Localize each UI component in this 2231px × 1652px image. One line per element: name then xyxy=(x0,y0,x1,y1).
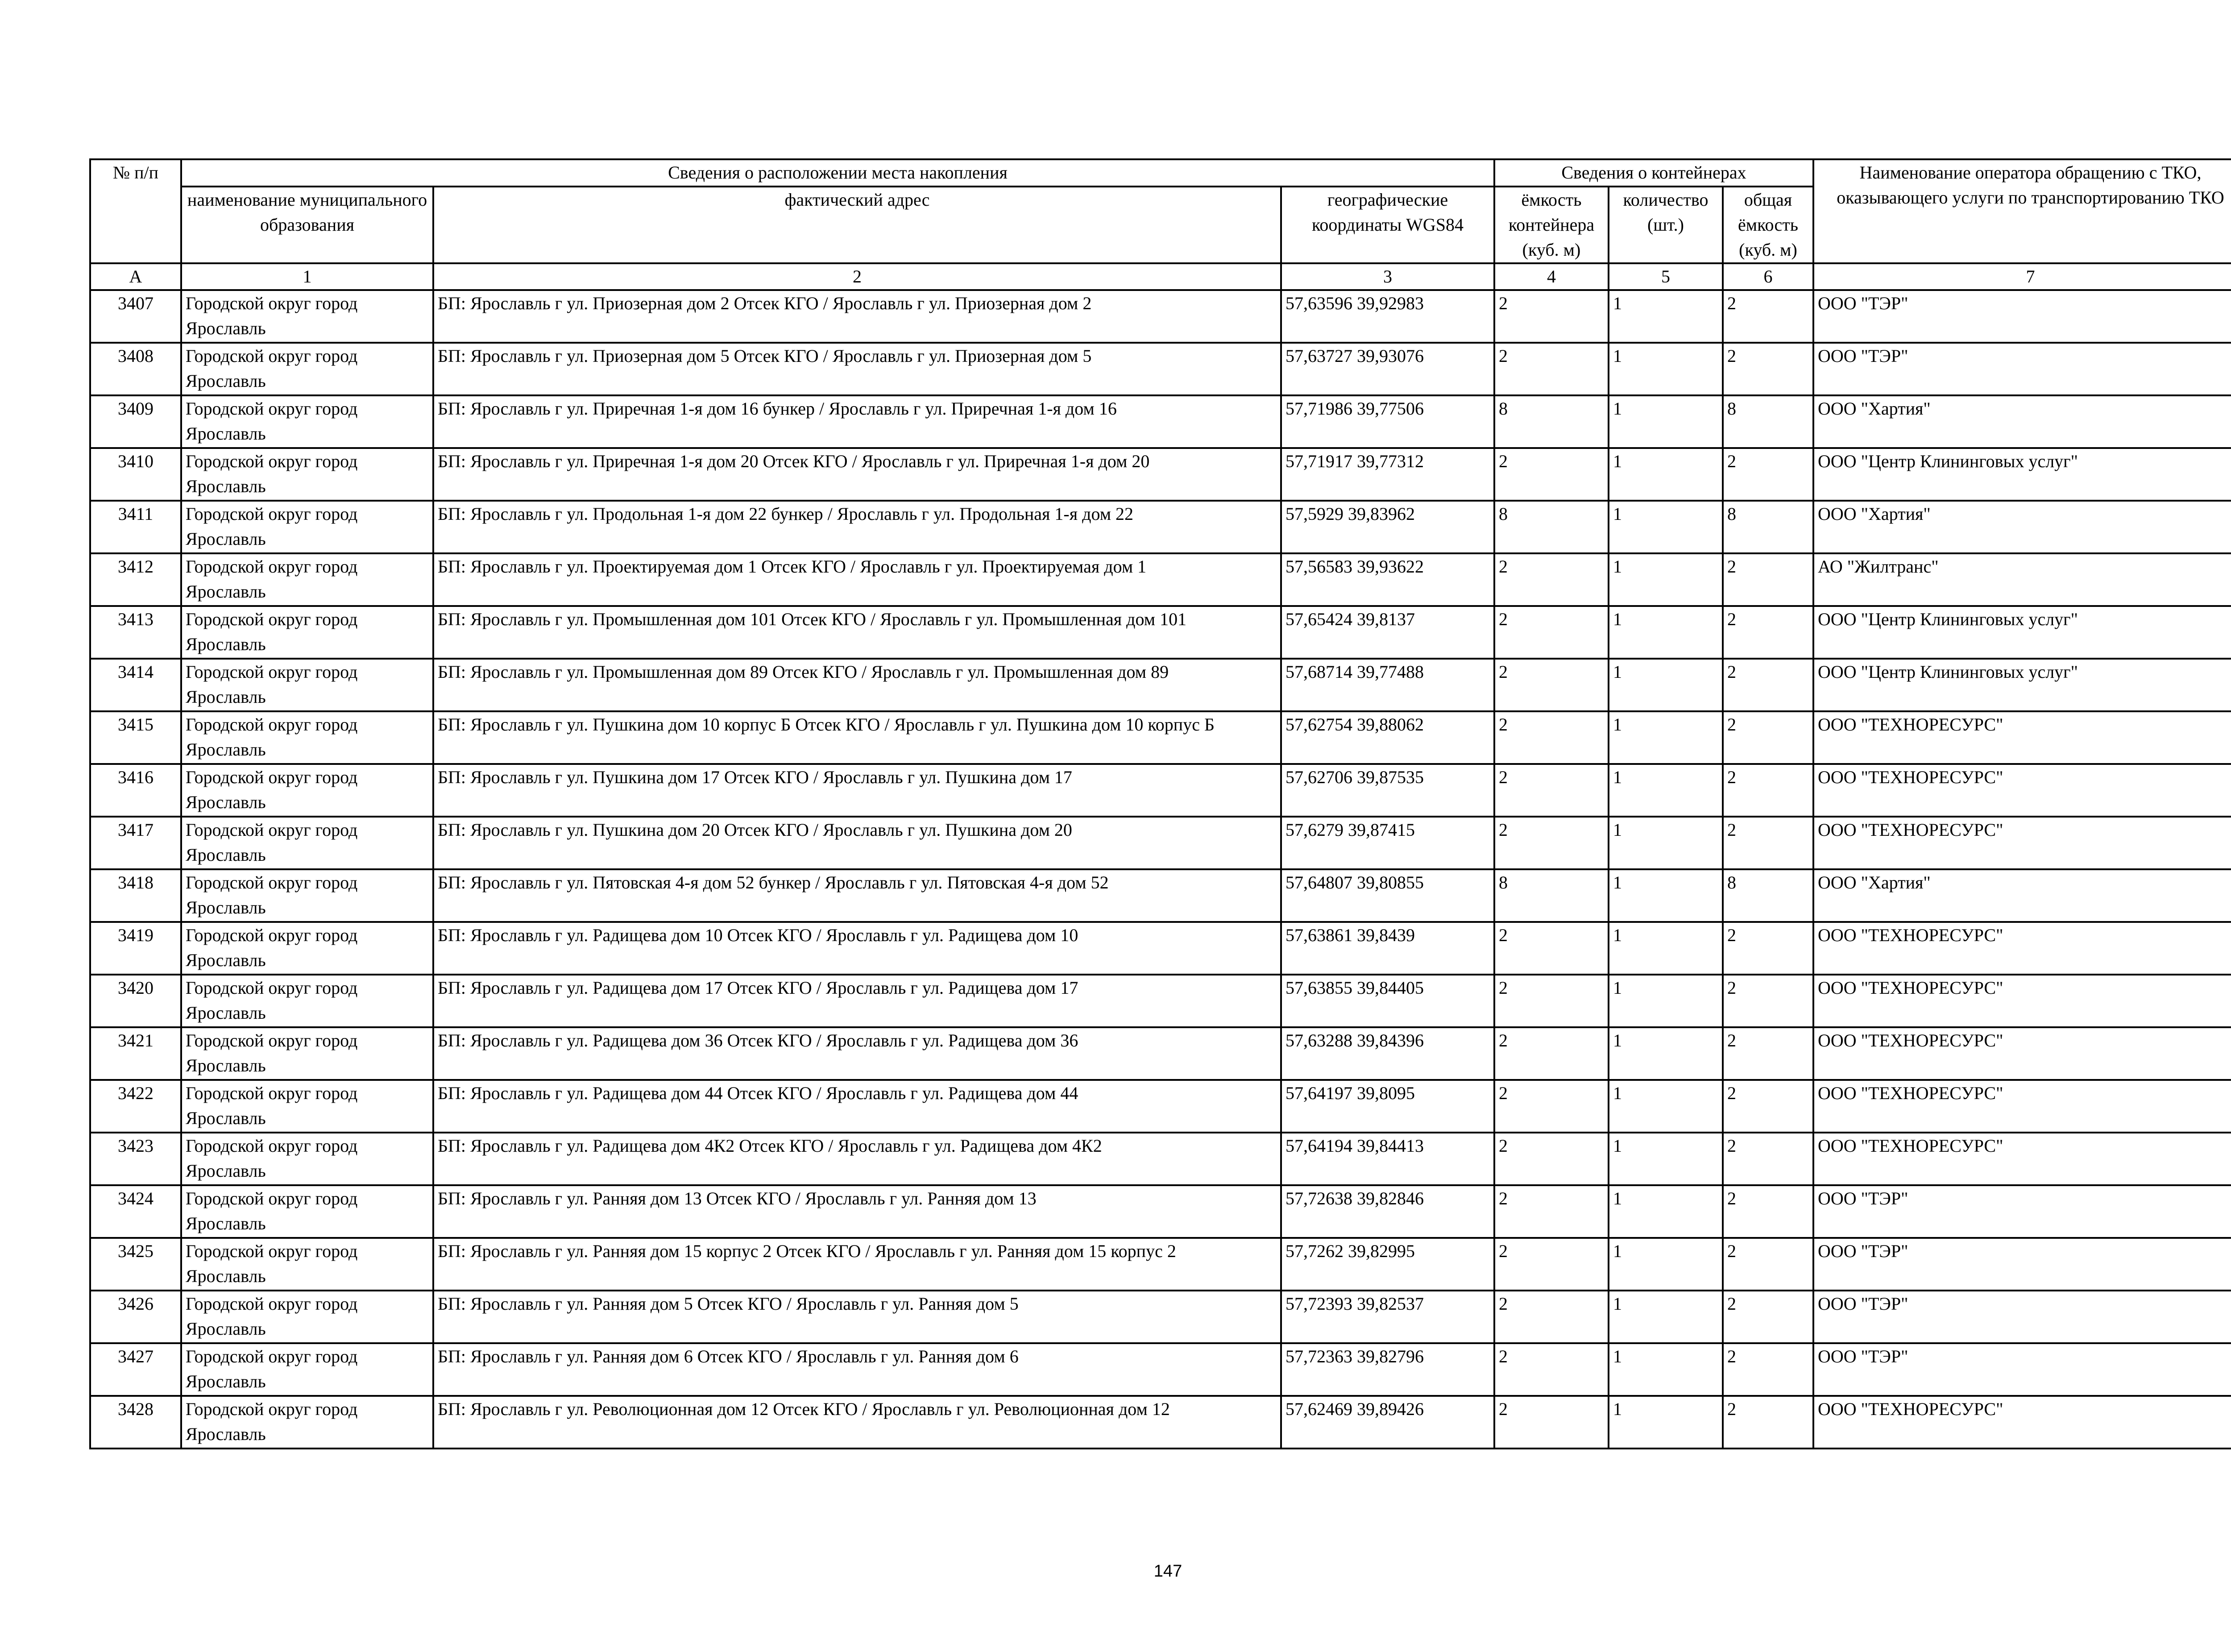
municipality-cell: Городской округ город Ярославль xyxy=(181,553,433,606)
total-capacity-cell: 2 xyxy=(1723,659,1813,711)
capacity-cell: 2 xyxy=(1494,922,1609,975)
operator-cell: ООО "ТЕХНОРЕСУРС" xyxy=(1813,922,2231,975)
capacity-cell: 2 xyxy=(1494,606,1609,659)
capacity-cell: 2 xyxy=(1494,659,1609,711)
table-row xyxy=(90,290,2231,343)
quantity-cell: 1 xyxy=(1609,343,1723,395)
quantity-cell: 1 xyxy=(1609,1291,1723,1343)
quantity-cell: 1 xyxy=(1609,659,1723,711)
row-number: 3424 xyxy=(90,1185,181,1238)
municipality-cell: Городской округ город Ярославль xyxy=(181,922,433,975)
quantity-cell: 1 xyxy=(1609,1396,1723,1449)
address-cell: БП: Ярославль г ул. Промышленная дом 89 Отсек КГО / Ярославль г ул. Промышленная дом 89 xyxy=(433,659,1281,711)
row-number: 3413 xyxy=(90,606,181,659)
address-cell: БП: Ярославль г ул. Ранняя дом 5 Отсек КГО / Ярославль г ул. Ранняя дом 5 xyxy=(433,1291,1281,1343)
table-row xyxy=(90,606,2231,659)
total-capacity-cell: 2 xyxy=(1723,1080,1813,1133)
column-index: 4 xyxy=(1494,263,1609,290)
capacity-cell: 2 xyxy=(1494,1238,1609,1291)
table-row xyxy=(90,922,2231,975)
operator-cell: ООО "ТЕХНОРЕСУРС" xyxy=(1813,817,2231,869)
quantity-cell: 1 xyxy=(1609,553,1723,606)
total-capacity-cell: 2 xyxy=(1723,922,1813,975)
address-cell: БП: Ярославль г ул. Приозерная дом 5 Отсек КГО / Ярославль г ул. Приозерная дом 5 xyxy=(433,343,1281,395)
row-number: 3414 xyxy=(90,659,181,711)
address-cell: БП: Ярославль г ул. Приречная 1-я дом 20 Отсек КГО / Ярославль г ул. Приречная 1-я дом 20 xyxy=(433,448,1281,501)
quantity-cell: 1 xyxy=(1609,711,1723,764)
row-number: 3426 xyxy=(90,1291,181,1343)
coordinates-cell: 57,64194 39,84413 xyxy=(1281,1133,1494,1185)
table-row xyxy=(90,1185,2231,1238)
operator-cell: ООО "ТЕХНОРЕСУРС" xyxy=(1813,975,2231,1027)
total-capacity-cell: 2 xyxy=(1723,553,1813,606)
column-index: 1 xyxy=(181,263,433,290)
total-capacity-cell: 8 xyxy=(1723,501,1813,553)
municipality-cell: Городской округ город Ярославль xyxy=(181,869,433,922)
total-capacity-cell: 2 xyxy=(1723,711,1813,764)
total-capacity-cell: 2 xyxy=(1723,343,1813,395)
row-number: 3407 xyxy=(90,290,181,343)
row-number: 3417 xyxy=(90,817,181,869)
table-row xyxy=(90,553,2231,606)
header-municipality: наименование муниципального образования xyxy=(181,187,433,263)
coordinates-cell: 57,72638 39,82846 xyxy=(1281,1185,1494,1238)
header-coords: географические координаты WGS84 xyxy=(1281,187,1494,263)
operator-cell: ООО "ТЕХНОРЕСУРС" xyxy=(1813,711,2231,764)
row-number: 3423 xyxy=(90,1133,181,1185)
operator-cell: ООО "ТЕХНОРЕСУРС" xyxy=(1813,1396,2231,1449)
header-operator: Наименование оператора обращению с ТКО, оказывающего услуги по транспортированию ТКО xyxy=(1813,159,2231,263)
total-capacity-cell: 2 xyxy=(1723,1396,1813,1449)
capacity-cell: 2 xyxy=(1494,1396,1609,1449)
page-number: 147 xyxy=(1153,1562,1182,1581)
capacity-cell: 2 xyxy=(1494,1185,1609,1238)
capacity-cell: 2 xyxy=(1494,711,1609,764)
table-row xyxy=(90,817,2231,869)
row-number: 3409 xyxy=(90,395,181,448)
column-index: 7 xyxy=(1813,263,2231,290)
table-row xyxy=(90,1133,2231,1185)
operator-cell: ООО "Хартия" xyxy=(1813,501,2231,553)
coordinates-cell: 57,63288 39,84396 xyxy=(1281,1027,1494,1080)
coordinates-cell: 57,64807 39,80855 xyxy=(1281,869,1494,922)
quantity-cell: 1 xyxy=(1609,1080,1723,1133)
capacity-cell: 8 xyxy=(1494,869,1609,922)
coordinates-cell: 57,62754 39,88062 xyxy=(1281,711,1494,764)
capacity-cell: 2 xyxy=(1494,553,1609,606)
table-row xyxy=(90,711,2231,764)
operator-cell: ООО "Хартия" xyxy=(1813,395,2231,448)
capacity-cell: 2 xyxy=(1494,1080,1609,1133)
table-row xyxy=(90,343,2231,395)
total-capacity-cell: 2 xyxy=(1723,448,1813,501)
municipality-cell: Городской округ город Ярославль xyxy=(181,343,433,395)
operator-cell: ООО "ТЭР" xyxy=(1813,1291,2231,1343)
operator-cell: ООО "Центр Клининговых услуг" xyxy=(1813,448,2231,501)
address-cell: БП: Ярославль г ул. Продольная 1-я дом 22 бункер / Ярославль г ул. Продольная 1-я дом 22 xyxy=(433,501,1281,553)
address-cell: БП: Ярославль г ул. Радищева дом 17 Отсек КГО / Ярославль г ул. Радищева дом 17 xyxy=(433,975,1281,1027)
capacity-cell: 2 xyxy=(1494,1027,1609,1080)
row-number: 3408 xyxy=(90,343,181,395)
column-index: 3 xyxy=(1281,263,1494,290)
address-cell: БП: Ярославль г ул. Ранняя дом 15 корпус 2 Отсек КГО / Ярославль г ул. Ранняя дом 15 корпус 2 xyxy=(433,1238,1281,1291)
capacity-cell: 2 xyxy=(1494,448,1609,501)
header-quantity: количество (шт.) xyxy=(1609,187,1723,263)
municipality-cell: Городской округ город Ярославль xyxy=(181,1238,433,1291)
coordinates-cell: 57,63861 39,8439 xyxy=(1281,922,1494,975)
header-num: № п/п xyxy=(90,159,181,263)
operator-cell: ООО "ТЭР" xyxy=(1813,1238,2231,1291)
table-row xyxy=(90,448,2231,501)
total-capacity-cell: 2 xyxy=(1723,606,1813,659)
address-cell: БП: Ярославль г ул. Радищева дом 44 Отсек КГО / Ярославль г ул. Радищева дом 44 xyxy=(433,1080,1281,1133)
coordinates-cell: 57,62469 39,89426 xyxy=(1281,1396,1494,1449)
capacity-cell: 2 xyxy=(1494,817,1609,869)
capacity-cell: 8 xyxy=(1494,501,1609,553)
coordinates-cell: 57,63596 39,92983 xyxy=(1281,290,1494,343)
municipality-cell: Городской округ город Ярославль xyxy=(181,448,433,501)
municipality-cell: Городской округ город Ярославль xyxy=(181,975,433,1027)
table-row xyxy=(90,764,2231,817)
table-row xyxy=(90,659,2231,711)
address-cell: БП: Ярославль г ул. Ранняя дом 13 Отсек КГО / Ярославль г ул. Ранняя дом 13 xyxy=(433,1185,1281,1238)
coordinates-cell: 57,62706 39,87535 xyxy=(1281,764,1494,817)
quantity-cell: 1 xyxy=(1609,501,1723,553)
quantity-cell: 1 xyxy=(1609,922,1723,975)
capacity-cell: 2 xyxy=(1494,290,1609,343)
table-row xyxy=(90,1027,2231,1080)
coordinates-cell: 57,68714 39,77488 xyxy=(1281,659,1494,711)
quantity-cell: 1 xyxy=(1609,869,1723,922)
quantity-cell: 1 xyxy=(1609,764,1723,817)
municipality-cell: Городской округ город Ярославль xyxy=(181,1396,433,1449)
column-index: А xyxy=(90,263,181,290)
operator-cell: ООО "ТЕХНОРЕСУРС" xyxy=(1813,1027,2231,1080)
row-number: 3428 xyxy=(90,1396,181,1449)
address-cell: БП: Ярославль г ул. Пушкина дом 20 Отсек КГО / Ярославль г ул. Пушкина дом 20 xyxy=(433,817,1281,869)
operator-cell: ООО "ТЭР" xyxy=(1813,343,2231,395)
address-cell: БП: Ярославль г ул. Радищева дом 4К2 Отсек КГО / Ярославль г ул. Радищева дом 4К2 xyxy=(433,1133,1281,1185)
operator-cell: ООО "ТЕХНОРЕСУРС" xyxy=(1813,1133,2231,1185)
operator-cell: ООО "ТЕХНОРЕСУРС" xyxy=(1813,764,2231,817)
address-cell: БП: Ярославль г ул. Приозерная дом 2 Отсек КГО / Ярославль г ул. Приозерная дом 2 xyxy=(433,290,1281,343)
header-containers-group: Сведения о контейнерах xyxy=(1494,159,1813,187)
quantity-cell: 1 xyxy=(1609,1133,1723,1185)
capacity-cell: 2 xyxy=(1494,1291,1609,1343)
table-row xyxy=(90,975,2231,1027)
row-number: 3427 xyxy=(90,1343,181,1396)
address-cell: БП: Ярославль г ул. Пушкина дом 10 корпус Б Отсек КГО / Ярославль г ул. Пушкина дом 10 корпус Б xyxy=(433,711,1281,764)
operator-cell: ООО "Центр Клининговых услуг" xyxy=(1813,606,2231,659)
total-capacity-cell: 2 xyxy=(1723,1133,1813,1185)
total-capacity-cell: 2 xyxy=(1723,1185,1813,1238)
address-cell: БП: Ярославль г ул. Радищева дом 36 Отсек КГО / Ярославль г ул. Радищева дом 36 xyxy=(433,1027,1281,1080)
table-row xyxy=(90,869,2231,922)
quantity-cell: 1 xyxy=(1609,975,1723,1027)
address-cell: БП: Ярославль г ул. Пушкина дом 17 Отсек КГО / Ярославль г ул. Пушкина дом 17 xyxy=(433,764,1281,817)
table-row xyxy=(90,1291,2231,1343)
quantity-cell: 1 xyxy=(1609,1343,1723,1396)
coordinates-cell: 57,5929 39,83962 xyxy=(1281,501,1494,553)
total-capacity-cell: 2 xyxy=(1723,817,1813,869)
capacity-cell: 2 xyxy=(1494,1133,1609,1185)
row-number: 3425 xyxy=(90,1238,181,1291)
quantity-cell: 1 xyxy=(1609,1185,1723,1238)
coordinates-cell: 57,65424 39,8137 xyxy=(1281,606,1494,659)
coordinates-cell: 57,63727 39,93076 xyxy=(1281,343,1494,395)
operator-cell: АО "Жилтранс" xyxy=(1813,553,2231,606)
municipality-cell: Городской округ город Ярославль xyxy=(181,659,433,711)
capacity-cell: 2 xyxy=(1494,764,1609,817)
table-row xyxy=(90,1396,2231,1449)
row-number: 3410 xyxy=(90,448,181,501)
table-row xyxy=(90,1080,2231,1133)
operator-cell: ООО "ТЕХНОРЕСУРС" xyxy=(1813,1080,2231,1133)
address-cell: БП: Ярославль г ул. Ранняя дом 6 Отсек КГО / Ярославль г ул. Ранняя дом 6 xyxy=(433,1343,1281,1396)
total-capacity-cell: 2 xyxy=(1723,764,1813,817)
operator-cell: ООО "Центр Клининговых услуг" xyxy=(1813,659,2231,711)
operator-cell: ООО "Хартия" xyxy=(1813,869,2231,922)
capacity-cell: 2 xyxy=(1494,975,1609,1027)
municipality-cell: Городской округ город Ярославль xyxy=(181,1343,433,1396)
row-number: 3418 xyxy=(90,869,181,922)
municipality-cell: Городской округ город Ярославль xyxy=(181,501,433,553)
table-body xyxy=(90,290,2231,1449)
municipality-cell: Городской округ город Ярославль xyxy=(181,1185,433,1238)
coordinates-cell: 57,71917 39,77312 xyxy=(1281,448,1494,501)
total-capacity-cell: 2 xyxy=(1723,1343,1813,1396)
municipality-cell: Городской округ город Ярославль xyxy=(181,817,433,869)
table-row xyxy=(90,501,2231,553)
quantity-cell: 1 xyxy=(1609,1027,1723,1080)
municipality-cell: Городской округ город Ярославль xyxy=(181,606,433,659)
quantity-cell: 1 xyxy=(1609,290,1723,343)
coordinates-cell: 57,7262 39,82995 xyxy=(1281,1238,1494,1291)
row-number: 3415 xyxy=(90,711,181,764)
municipality-cell: Городской округ город Ярославль xyxy=(181,1291,433,1343)
quantity-cell: 1 xyxy=(1609,606,1723,659)
table-row xyxy=(90,1343,2231,1396)
row-number: 3421 xyxy=(90,1027,181,1080)
municipality-cell: Городской округ город Ярославль xyxy=(181,1027,433,1080)
coordinates-cell: 57,63855 39,84405 xyxy=(1281,975,1494,1027)
coordinates-cell: 57,64197 39,8095 xyxy=(1281,1080,1494,1133)
quantity-cell: 1 xyxy=(1609,448,1723,501)
address-cell: БП: Ярославль г ул. Приречная 1-я дом 16 бункер / Ярославль г ул. Приречная 1-я дом 16 xyxy=(433,395,1281,448)
address-cell: БП: Ярославль г ул. Промышленная дом 101 Отсек КГО / Ярославль г ул. Промышленная дом 101 xyxy=(433,606,1281,659)
total-capacity-cell: 2 xyxy=(1723,1027,1813,1080)
address-cell: БП: Ярославль г ул. Революционная дом 12 Отсек КГО / Ярославль г ул. Революционная дом 12 xyxy=(433,1396,1281,1449)
table-row xyxy=(90,1238,2231,1291)
waste-sites-table xyxy=(89,158,2231,1449)
quantity-cell: 1 xyxy=(1609,395,1723,448)
operator-cell: ООО "ТЭР" xyxy=(1813,1185,2231,1238)
row-number: 3411 xyxy=(90,501,181,553)
municipality-cell: Городской округ город Ярославль xyxy=(181,395,433,448)
total-capacity-cell: 8 xyxy=(1723,395,1813,448)
capacity-cell: 8 xyxy=(1494,395,1609,448)
row-number: 3412 xyxy=(90,553,181,606)
coordinates-cell: 57,72393 39,82537 xyxy=(1281,1291,1494,1343)
address-cell: БП: Ярославль г ул. Радищева дом 10 Отсек КГО / Ярославль г ул. Радищева дом 10 xyxy=(433,922,1281,975)
coordinates-cell: 57,56583 39,93622 xyxy=(1281,553,1494,606)
total-capacity-cell: 2 xyxy=(1723,1291,1813,1343)
total-capacity-cell: 8 xyxy=(1723,869,1813,922)
total-capacity-cell: 2 xyxy=(1723,290,1813,343)
total-capacity-cell: 2 xyxy=(1723,1238,1813,1291)
address-cell: БП: Ярославль г ул. Проектируемая дом 1 Отсек КГО / Ярославль г ул. Проектируемая дом 1 xyxy=(433,553,1281,606)
operator-cell: ООО "ТЭР" xyxy=(1813,290,2231,343)
quantity-cell: 1 xyxy=(1609,817,1723,869)
operator-cell: ООО "ТЭР" xyxy=(1813,1343,2231,1396)
municipality-cell: Городской округ город Ярославль xyxy=(181,764,433,817)
municipality-cell: Городской округ город Ярославль xyxy=(181,1080,433,1133)
municipality-cell: Городской округ город Ярославль xyxy=(181,1133,433,1185)
municipality-cell: Городской округ город Ярославль xyxy=(181,290,433,343)
header-capacity: ёмкость контейнера (куб. м) xyxy=(1494,187,1609,263)
municipality-cell: Городской округ город Ярославль xyxy=(181,711,433,764)
column-index: 2 xyxy=(433,263,1281,290)
row-number: 3416 xyxy=(90,764,181,817)
address-cell: БП: Ярославль г ул. Пятовская 4-я дом 52 бункер / Ярославль г ул. Пятовская 4-я дом 52 xyxy=(433,869,1281,922)
capacity-cell: 2 xyxy=(1494,343,1609,395)
coordinates-cell: 57,71986 39,77506 xyxy=(1281,395,1494,448)
total-capacity-cell: 2 xyxy=(1723,975,1813,1027)
header-location-group: Сведения о расположении места накопления xyxy=(181,159,1494,187)
header-address: фактический адрес xyxy=(433,187,1281,263)
coordinates-cell: 57,72363 39,82796 xyxy=(1281,1343,1494,1396)
header-total-capacity: общая ёмкость (куб. м) xyxy=(1723,187,1813,263)
column-index: 5 xyxy=(1609,263,1723,290)
quantity-cell: 1 xyxy=(1609,1238,1723,1291)
row-number: 3420 xyxy=(90,975,181,1027)
row-number: 3422 xyxy=(90,1080,181,1133)
row-number: 3419 xyxy=(90,922,181,975)
capacity-cell: 2 xyxy=(1494,1343,1609,1396)
column-index: 6 xyxy=(1723,263,1813,290)
coordinates-cell: 57,6279 39,87415 xyxy=(1281,817,1494,869)
table-row xyxy=(90,395,2231,448)
